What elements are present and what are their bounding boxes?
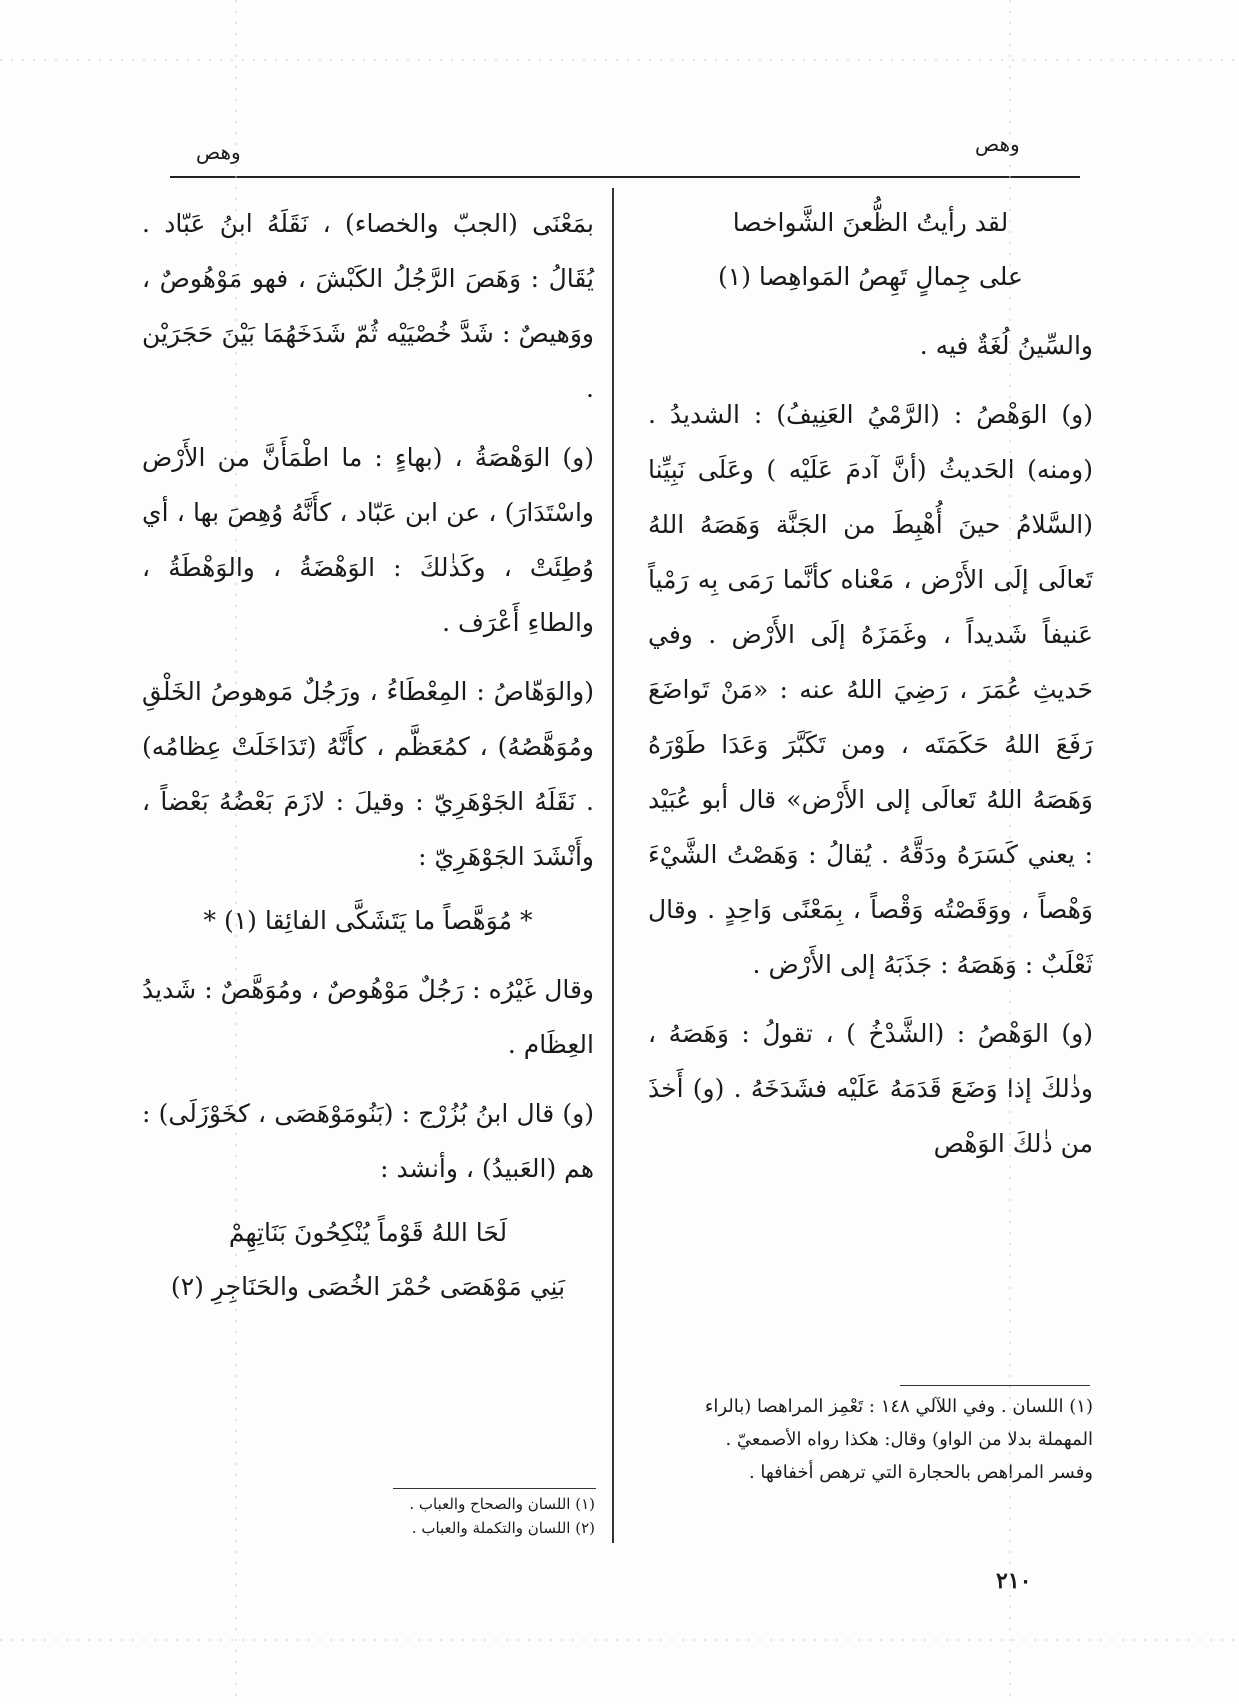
- footnotes-right: [700, 1390, 1093, 1489]
- paragraph: وقال غَيْرُه : رَجُلٌ مَوْهُوصٌ ، ومُوَهَّصٌ : شَديدُ العِظَام .: [142, 975, 594, 1059]
- header-rule: [170, 176, 1080, 178]
- paragraph: والسِّينُ لُغَةٌ فيه .: [919, 331, 1093, 360]
- page-number: ٢١٠: [996, 1568, 1032, 1594]
- verse-line: لَحَا اللهُ قَوْماً يُنْكِحُونَ بَنَاتِهِمْ: [228, 1218, 508, 1247]
- footnote: (١) اللسان والصحاح والعباب .: [409, 1495, 595, 1513]
- footnote-rule: [393, 1488, 596, 1489]
- footnote: (١) اللسان . وفي اللآلي ١٤٨ : تَعْمِز المراهصا (بالراء المهملة بدلا من الواو) وقال: هكذا رواه الأصمعيّ . وفسر المراهص بالحجارة التي ترهص أخفافها .: [704, 1396, 1093, 1483]
- paragraph: (و) الوَهْصَةُ ، (بهاءٍ : ما اطْمَأَنَّ من الأَرْض واسْتَدَارَ) ، عن ابن عَبّاد ، كأَنَّهُ وُهِصَ بها ، أي وُطِئَتْ ، وكَذٰلكَ : الوَهْضَةُ ، والوَهْطَةُ ، والطاءِ أَعْرَف .: [142, 443, 594, 637]
- paragraph: بمَعْنَى (الجبّ والخصاء) ، نَقَلَهُ ابنُ عَبّاد . يُقَالُ : وَهَصَ الرَّجُلُ الكَبْشَ ، فهو مَوْهُوصٌ ، ووَهيصٌ : شَدَّ خُصْيَيْه ثُمّ شَدَخَهُمَا بَيْنَ حَجَرَيْن .: [142, 209, 594, 403]
- right-column: [648, 196, 1093, 1181]
- verse-line: على جِمالٍ تَهِصُ المَواهِصا (١): [718, 262, 1023, 291]
- footnote-rule: [900, 1385, 1090, 1386]
- header-right-word: وهص: [975, 132, 1020, 156]
- paragraph: (و) الوَهْصُ : (الشَّدْخُ ) ، تقولُ : وَهَصَهُ ، وذٰلكَ إذا وَضَعَ قَدَمَهُ عَلَيْه فشَدَخَهُ . (و) أَخذَ من ذٰلكَ الوَهْص: [648, 1019, 1093, 1158]
- header-left-word: وهص: [196, 140, 241, 164]
- verse-line: * مُوَهَّصاً ما يَتَشَكَّى الفائِقا (١) *: [203, 906, 533, 935]
- paragraph: (و) الوَهْصُ : (الرَّمْيُ العَنِيفُ) : الشديدُ . (ومنه) الحَديثُ (أنَّ آدمَ عَلَيْه ) وعَلَى نَبِيِّنا (السَّلامُ حينَ أُهْبِطَ من الجَنَّة وَهَصَهُ اللهُ تَعالَى إلَى الأَرْض ، مَعْناه كأنَّما رَمَى بِه رَمْياً عَنيفاً شَديداً ، وغَمَزَهُ إلَى الأَرْض . وفي حَديثِ عُمَرَ ، رَضِيَ اللهُ عنه : «مَنْ تَواضَعَ رَفَعَ اللهُ حَكَمَتَه ، ومن تَكَبَّرَ وَعَدَا طَوْرَهُ وَهَصَهُ اللهُ تَعالَى إلى الأَرْض» قال أبو عُبَيْد : يعني كَسَرَهُ ودَقَّهُ . يُقالُ : وَهَصْتُ الشَّيْءَ وَهْصاً ، ووَقَصْتُه وَقْصاً ، بِمَعْنًى وَاحِدٍ . وقال ثَعْلَبٌ : وَهَصَهُ : جَذَبَهُ إلى الأَرْض .: [648, 400, 1093, 979]
- column-divider: [612, 188, 614, 1543]
- paragraph: (والوَهّاصُ : المِعْطَاءُ ، ورَجُلٌ مَوهوصُ الخَلْقِ ومُوَهَّصُهُ) ، كمُعَظَّم ، كأَنَّهُ (تَدَاخَلَتْ عِظامُه) . نَقَلَهُ الجَوْهَرِيّ : وقيلَ : لازَمَ بَعْضُهُ بَعْضاً ، وأَنْشَدَ الجَوْهَرِيّ :: [142, 677, 594, 871]
- verse-line: لقد رأيتُ الظُّعنَ الشَّواخصا: [732, 208, 1009, 237]
- footnotes-left: [320, 1492, 595, 1540]
- footnote: (٢) اللسان والتكملة والعباب .: [411, 1519, 595, 1537]
- verse-line: بَنِي مَوْهَصَى حُمْرَ الخُصَى والحَنَاجِرِ (٢): [170, 1272, 566, 1301]
- left-column: [142, 196, 594, 1314]
- paragraph: (و) قال ابنُ بُزُرْج : (بَنُومَوْهَصَى ، كخَوْزَلَى) : هم (العَبيدُ) ، وأنشد :: [142, 1099, 594, 1183]
